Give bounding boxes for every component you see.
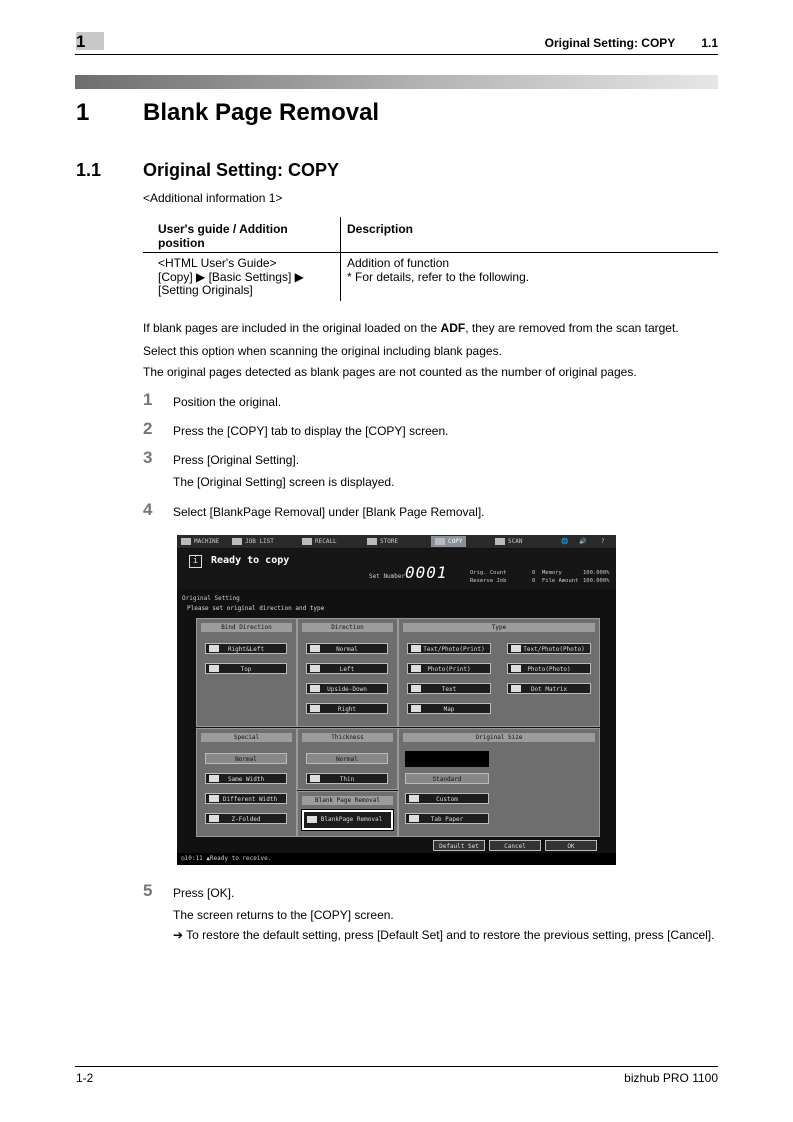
size-display — [405, 751, 489, 767]
page-number: 1-2 — [76, 1071, 94, 1085]
table-cell-description — [347, 257, 529, 284]
tab-scan[interactable]: SCAN — [495, 536, 522, 547]
panel-title: Blank Page Removal — [302, 796, 393, 805]
tab-recall[interactable]: RECALL — [302, 536, 337, 547]
product-name: bizhub PRO 1100 — [624, 1071, 718, 1085]
step-note: ➔ To restore the default setting, press [Default Set] and to restore the previous setting, press [Cancel]. — [173, 928, 715, 942]
header-rule — [75, 54, 718, 55]
additional-info-label: <Additional information 1> — [143, 191, 283, 205]
page-title: Original Setting — [182, 595, 240, 602]
bind-direction-panel — [196, 618, 297, 727]
step-number: 2 — [143, 419, 153, 438]
step-subtext: The screen returns to the [COPY] screen. — [173, 908, 394, 922]
direction-left-button[interactable]: Left — [306, 663, 388, 674]
direction-upside-down-button[interactable]: Upside-Down — [306, 683, 388, 694]
status-text: Ready to copy — [211, 555, 290, 566]
step-text: Press [Original Setting]. — [173, 453, 300, 467]
type-map-button[interactable]: Map — [407, 703, 491, 714]
type-dot-matrix-button[interactable]: Dot Matrix — [507, 683, 591, 694]
tab-job-list[interactable]: JOB LIST — [232, 536, 274, 547]
chapter-gradient-bar — [75, 75, 718, 89]
direction-panel — [297, 618, 398, 727]
paragraph-adf: If blank pages are included in the original loaded on the ADF, they are removed from the scan target. — [143, 321, 679, 335]
globe-icon[interactable]: 🌐 — [561, 538, 569, 545]
size-standard-button[interactable]: Standard — [405, 773, 489, 784]
tab-bar — [177, 535, 616, 548]
table-cell-position — [158, 257, 340, 298]
heading1-number: 1 — [76, 99, 90, 126]
chapter-number: 1 — [76, 32, 86, 51]
paragraph-count: The original pages detected as blank pages are not counted as the number of original pages. — [143, 365, 637, 379]
thickness-thin-button[interactable]: Thin — [306, 773, 388, 784]
info-icon: i — [189, 555, 202, 568]
table-cell-line: Addition of function — [347, 256, 450, 270]
instruction-text: Please set original direction and type — [187, 605, 325, 612]
paragraph-select: Select this option when scanning the original including blank pages. — [143, 344, 502, 358]
adf-bold: ADF — [440, 321, 466, 335]
running-header-title: Original Setting: COPY — [544, 36, 676, 50]
status-row — [177, 549, 616, 589]
panel-title: Original Size — [403, 733, 595, 742]
size-custom-button[interactable]: Custom — [405, 793, 489, 804]
panel-title: Special — [201, 733, 292, 742]
set-number: 0001 — [405, 563, 448, 582]
thickness-normal-button[interactable]: Normal — [306, 753, 388, 764]
panel-title: Type — [403, 623, 595, 632]
table-cell-line: * For details, refer to the following. — [347, 269, 530, 284]
step-number: 4 — [143, 500, 153, 519]
set-number-label: Set Number — [369, 573, 406, 580]
bind-right-left-button[interactable]: Right&Left — [205, 643, 287, 654]
speaker-icon[interactable]: 🔊 — [579, 538, 587, 545]
footer-status: Ready to receive. — [209, 855, 272, 862]
tab-copy[interactable]: COPY — [431, 536, 466, 547]
type-text-photo-print-button[interactable]: Text/Photo(Print) — [407, 643, 491, 654]
special-panel — [196, 728, 297, 837]
tab-store[interactable]: STORE — [367, 536, 398, 547]
blankpage-removal-button[interactable]: BlankPage Removal — [302, 810, 393, 830]
direction-right-button[interactable]: Right — [306, 703, 388, 714]
step-subtext: The [Original Setting] screen is displayed. — [173, 475, 395, 489]
type-photo-print-button[interactable]: Photo(Print) — [407, 663, 491, 674]
direction-normal-button[interactable]: Normal — [306, 643, 388, 654]
table-header-position: User's guide / Addition position — [158, 222, 288, 250]
copy-original-setting-screen — [177, 535, 616, 865]
type-text-photo-photo-button[interactable]: Text/Photo(Photo) — [507, 643, 591, 654]
type-panel — [398, 618, 600, 727]
help-icon[interactable]: ? — [601, 538, 605, 545]
step-number: 1 — [143, 390, 153, 409]
thickness-panel — [297, 728, 398, 790]
running-header — [545, 36, 718, 50]
counters: Orig. Count 0 Memory 100.000% Reserve Job 0 File Amount 100.000% — [470, 570, 610, 584]
table-cell-line: <HTML User's Guide> — [158, 256, 277, 270]
size-tab-paper-button[interactable]: Tab Paper — [405, 813, 489, 824]
screen-footer: ◷10:11 ▲Ready to receive. — [177, 853, 616, 865]
table-header-description: Description — [347, 222, 414, 236]
heading2-number: 1.1 — [76, 160, 102, 180]
step-text: Press [OK]. — [173, 886, 235, 900]
special-z-folded-button[interactable]: Z-Folded — [205, 813, 287, 824]
original-size-panel — [398, 728, 600, 837]
heading2-title: Original Setting: COPY — [143, 160, 340, 180]
table-cell-line: [Copy] ▶ [Basic Settings] ▶ [Setting Originals] — [158, 269, 304, 297]
step-text: Press the [COPY] tab to display the [COPY] screen. — [173, 424, 449, 438]
step-number: 5 — [143, 881, 153, 900]
default-set-button[interactable]: Default Set — [433, 840, 485, 851]
footer-rule — [75, 1066, 718, 1067]
special-different-width-button[interactable]: Different Width — [205, 793, 287, 804]
bind-top-button[interactable]: Top — [205, 663, 287, 674]
special-same-width-button[interactable]: Same Width — [205, 773, 287, 784]
type-text-button[interactable]: Text — [407, 683, 491, 694]
cancel-button[interactable]: Cancel — [489, 840, 541, 851]
blank-page-removal-panel — [297, 791, 398, 837]
running-header-number: 1.1 — [701, 36, 718, 50]
ok-button[interactable]: OK — [545, 840, 597, 851]
panel-title: Thickness — [302, 733, 393, 742]
footer-time: 10:11 — [184, 855, 203, 862]
tab-machine[interactable]: MACHINE — [181, 536, 219, 547]
step-text: Position the original. — [173, 395, 282, 409]
type-photo-photo-button[interactable]: Photo(Photo) — [507, 663, 591, 674]
panel-title: Direction — [302, 623, 393, 632]
heading1-title: Blank Page Removal — [143, 99, 380, 126]
info-table — [143, 217, 718, 301]
panel-title: Bind Direction — [201, 623, 292, 632]
step-text: Select [BlankPage Removal] under [Blank Page Removal]. — [173, 505, 485, 519]
special-normal-button[interactable]: Normal — [205, 753, 287, 764]
step-number: 3 — [143, 448, 153, 467]
